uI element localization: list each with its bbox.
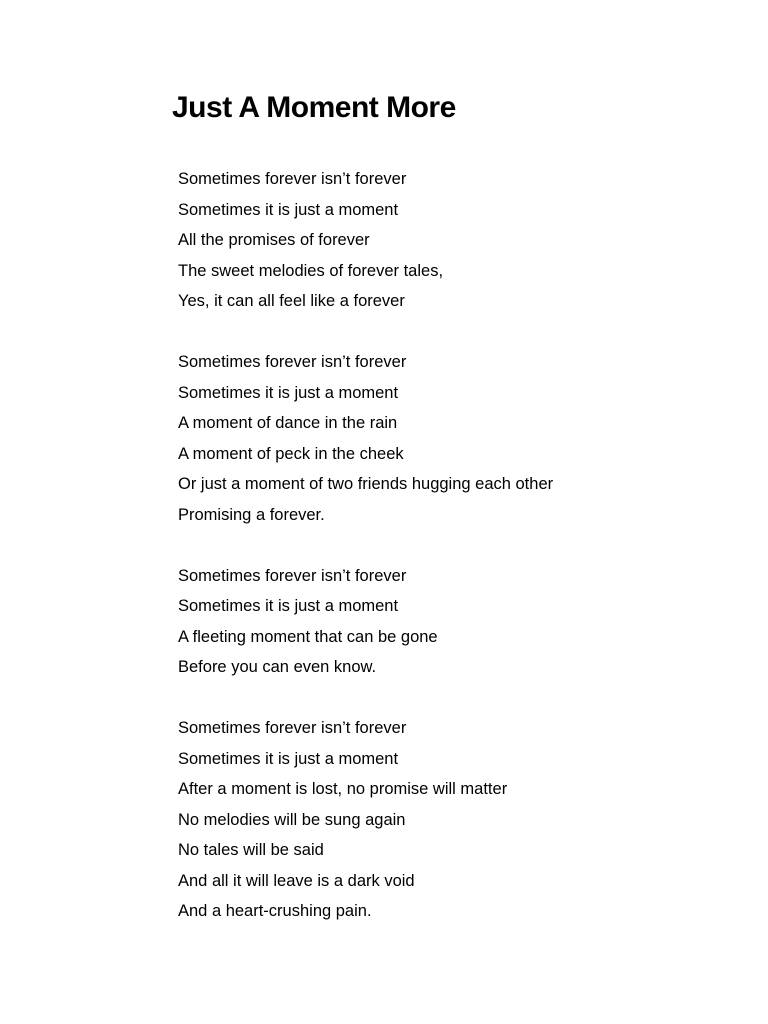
poem-line: Sometimes forever isn’t forever [178,719,407,737]
poem-line: And a heart-crushing pain. [178,902,372,920]
poem-line: Sometimes forever isn’t forever [178,566,407,585]
stanza-2 [178,351,738,534]
stanza-4 [178,717,738,931]
poem-title: Just A Moment More [172,91,456,124]
poem-line: Promising a forever. [178,505,325,524]
poem-line: Sometimes forever isn’t forever [178,353,407,371]
poem-line: Yes, it can all feel like a forever [178,292,405,310]
poem-body [178,168,738,961]
poem-line: Sometimes forever isn’t forever [178,170,407,188]
poem-line: Sometimes it is just a moment [178,597,399,615]
poem-line: All the promises of forever [178,231,370,249]
poem-line: Or just a moment of two friends hugging each other [178,475,554,493]
poem-line: A moment of peck in the cheek [178,444,404,463]
poem-line: After a moment is lost, no promise will matter [178,780,508,798]
stanza-3 [178,565,738,687]
poem-line: No melodies will be sung again [178,810,406,829]
poem-line: Before you can even know. [178,658,377,676]
poem-line: Sometimes it is just a moment [178,749,399,768]
poem-line: Sometimes it is just a moment [178,383,399,402]
poem-line: A fleeting moment that can be gone [178,627,438,646]
poem-line: A moment of dance in the rain [178,414,398,432]
poem-line: No tales will be said [178,841,324,859]
stanza-1 [178,168,738,321]
poem-line: The sweet melodies of forever tales, [178,261,444,280]
poem-line: And all it will leave is a dark void [178,871,415,890]
poem-line: Sometimes it is just a moment [178,200,399,219]
